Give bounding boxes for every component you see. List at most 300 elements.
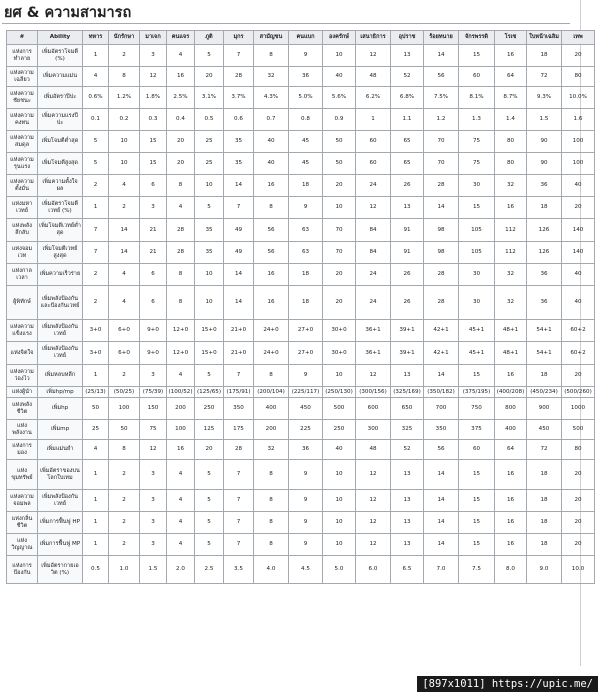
table-row <box>7 320 595 342</box>
value-cell: 60 <box>356 131 391 153</box>
value-cell: 1 <box>356 109 391 131</box>
value-cell: (350/182) <box>424 387 459 398</box>
value-cell: 12+0 <box>167 342 195 365</box>
value-cell: 5 <box>195 460 224 490</box>
value-cell: 15+0 <box>195 320 224 342</box>
rank-name-cell: แห่งกาลเวลา <box>7 264 38 286</box>
value-cell: 14 <box>424 197 459 219</box>
value-cell: 20 <box>323 175 356 197</box>
value-cell: 28 <box>224 67 254 87</box>
value-cell: 72 <box>527 67 562 87</box>
value-cell: 7 <box>224 197 254 219</box>
value-cell: 45+1 <box>459 342 495 365</box>
ability-cell: เพิ่มhp/mp <box>38 387 83 398</box>
value-cell: 40 <box>562 286 595 320</box>
column-header: เทพ <box>562 31 595 45</box>
value-cell: 75 <box>459 131 495 153</box>
value-cell: 7 <box>83 219 109 242</box>
value-cell: 18 <box>289 175 323 197</box>
value-cell: 2.0 <box>167 556 195 584</box>
value-cell: 4.5 <box>289 556 323 584</box>
value-cell: 4 <box>167 460 195 490</box>
value-cell: 1 <box>83 45 109 67</box>
value-cell: 6 <box>140 175 167 197</box>
value-cell: 10 <box>323 45 356 67</box>
value-cell: 5 <box>195 197 224 219</box>
value-cell: 9 <box>289 490 323 512</box>
value-cell: 20 <box>167 153 195 175</box>
value-cell: 15 <box>459 534 495 556</box>
value-cell: 8 <box>167 286 195 320</box>
value-cell: 0.8 <box>289 109 323 131</box>
value-cell: 13 <box>391 534 424 556</box>
value-cell: (375/195) <box>459 387 495 398</box>
ability-cell: เพิ่มmp <box>38 420 83 440</box>
value-cell: 16 <box>495 197 527 219</box>
rank-name-cell: แห่งพลังชีวิต <box>7 398 38 420</box>
value-cell: 4 <box>167 490 195 512</box>
value-cell: 18 <box>527 45 562 67</box>
value-cell: 12 <box>356 365 391 387</box>
value-cell: 8 <box>254 512 289 534</box>
value-cell: 1.6 <box>562 109 595 131</box>
value-cell: 49 <box>224 219 254 242</box>
value-cell: 0.9 <box>323 109 356 131</box>
value-cell: 2 <box>109 512 140 534</box>
value-cell: (100/52) <box>167 387 195 398</box>
value-cell: 10 <box>323 534 356 556</box>
ability-cell: เพิ่มความแรงปีปะ <box>38 109 83 131</box>
value-cell: 16 <box>495 534 527 556</box>
ability-cell: เพิ่มแม่นยำ <box>38 440 83 460</box>
value-cell: 7 <box>224 460 254 490</box>
value-cell: 30 <box>459 286 495 320</box>
value-cell: 63 <box>289 242 323 264</box>
value-cell: 75 <box>459 153 495 175</box>
value-cell: 45+1 <box>459 320 495 342</box>
value-cell: 14 <box>109 219 140 242</box>
value-cell: 0.5 <box>195 109 224 131</box>
value-cell: 52 <box>391 67 424 87</box>
value-cell: 56 <box>424 67 459 87</box>
value-cell: 16 <box>254 175 289 197</box>
table-row <box>7 490 595 512</box>
value-cell: 40 <box>562 175 595 197</box>
value-cell: 32 <box>495 286 527 320</box>
value-cell: 20 <box>562 534 595 556</box>
value-cell: 7 <box>83 242 109 264</box>
value-cell: 8.7% <box>495 87 527 109</box>
value-cell: 24 <box>356 286 391 320</box>
footer-strip <box>0 666 600 694</box>
value-cell: 30 <box>459 175 495 197</box>
value-cell: 4 <box>167 45 195 67</box>
value-cell: 42+1 <box>424 320 459 342</box>
ability-cell: เพิ่มพลังป้องกันและป้องกันเวทย์ <box>38 286 83 320</box>
value-cell: 105 <box>459 219 495 242</box>
value-cell: 24+0 <box>254 342 289 365</box>
value-cell: 28 <box>424 175 459 197</box>
ability-cell: เพิ่มอัตรากายเอวิต (%) <box>38 556 83 584</box>
value-cell: 5.6% <box>323 87 356 109</box>
value-cell: 100 <box>562 131 595 153</box>
value-cell: 56 <box>254 242 289 264</box>
value-cell: 140 <box>562 219 595 242</box>
value-cell: 10 <box>323 460 356 490</box>
ability-cell: เพิ่มการฟื้นฟู MP <box>38 534 83 556</box>
value-cell: 36+1 <box>356 342 391 365</box>
ability-cell: เพิ่มโจมตีเวทย์สูงสุด <box>38 242 83 264</box>
value-cell: 20 <box>562 512 595 534</box>
ability-cell: เพิ่มการฟื้นฟู HP <box>38 512 83 534</box>
value-cell: 4 <box>83 440 109 460</box>
value-cell: 54+1 <box>527 342 562 365</box>
value-cell: 20 <box>562 490 595 512</box>
value-cell: 125 <box>195 420 224 440</box>
table-row <box>7 131 595 153</box>
value-cell: 15 <box>140 153 167 175</box>
value-cell: 28 <box>424 264 459 286</box>
value-cell: 35 <box>195 242 224 264</box>
value-cell: 98 <box>424 242 459 264</box>
table-row <box>7 197 595 219</box>
value-cell: 2 <box>83 175 109 197</box>
value-cell: 70 <box>323 219 356 242</box>
ability-cell: เพิ่มอัตราโจมตีเวทย์ (%) <box>38 197 83 219</box>
value-cell: 3 <box>140 365 167 387</box>
value-cell: 64 <box>495 67 527 87</box>
value-cell: 90 <box>527 153 562 175</box>
value-cell: 20 <box>562 45 595 67</box>
value-cell: 13 <box>391 197 424 219</box>
value-cell: 18 <box>527 490 562 512</box>
rank-name-cell: แห่งจิตใจ <box>7 342 38 365</box>
value-cell: (325/169) <box>391 387 424 398</box>
value-cell: 0.4 <box>167 109 195 131</box>
value-cell: 4 <box>167 512 195 534</box>
value-cell: 375 <box>459 420 495 440</box>
value-cell: 4 <box>167 197 195 219</box>
value-cell: 0.2 <box>109 109 140 131</box>
value-cell: 112 <box>495 242 527 264</box>
value-cell: 50 <box>323 153 356 175</box>
value-cell: 8 <box>254 460 289 490</box>
value-cell: 9 <box>289 460 323 490</box>
value-cell: (300/156) <box>356 387 391 398</box>
value-cell: 7 <box>224 365 254 387</box>
column-header: Ability <box>38 31 83 45</box>
value-cell: 900 <box>527 398 562 420</box>
column-header: มาเจก <box>140 31 167 45</box>
value-cell: 9+0 <box>140 342 167 365</box>
value-cell: 12 <box>356 460 391 490</box>
value-cell: 1.2% <box>109 87 140 109</box>
value-cell: 3.7% <box>224 87 254 109</box>
value-cell: 28 <box>167 219 195 242</box>
value-cell: 1 <box>83 197 109 219</box>
value-cell: 36 <box>527 264 562 286</box>
value-cell: 4.0 <box>254 556 289 584</box>
value-cell: 100 <box>167 420 195 440</box>
value-cell: (175/91) <box>224 387 254 398</box>
value-cell: 20 <box>562 197 595 219</box>
value-cell: 18 <box>527 365 562 387</box>
value-cell: 4 <box>83 67 109 87</box>
value-cell: 750 <box>459 398 495 420</box>
value-cell: 70 <box>424 153 459 175</box>
table-row <box>7 440 595 460</box>
value-cell: 40 <box>562 264 595 286</box>
value-cell: 27+0 <box>289 342 323 365</box>
rank-name-cell: แห่งขุมทรัพย์ <box>7 460 38 490</box>
value-cell: 20 <box>562 460 595 490</box>
table-row <box>7 512 595 534</box>
value-cell: 5 <box>195 512 224 534</box>
value-cell: 5 <box>195 534 224 556</box>
value-cell: 450 <box>289 398 323 420</box>
value-cell: 7.0 <box>424 556 459 584</box>
value-cell: 6 <box>140 286 167 320</box>
value-cell: 500 <box>562 420 595 440</box>
value-cell: 7 <box>224 534 254 556</box>
value-cell: 0.1 <box>83 109 109 131</box>
value-cell: 1 <box>83 534 109 556</box>
value-cell: 36 <box>527 175 562 197</box>
value-cell: 16 <box>495 490 527 512</box>
rank-name-cell: แห่งการมอง <box>7 440 38 460</box>
value-cell: 9 <box>289 512 323 534</box>
value-cell: 45 <box>289 153 323 175</box>
value-cell: 1.3 <box>459 109 495 131</box>
value-cell: 8 <box>109 440 140 460</box>
value-cell: 800 <box>495 398 527 420</box>
value-cell: 20 <box>167 131 195 153</box>
column-header: สามัญชน <box>254 31 289 45</box>
value-cell: 14 <box>424 490 459 512</box>
value-cell: 6+0 <box>109 342 140 365</box>
value-cell: 16 <box>254 286 289 320</box>
value-cell: 9.0 <box>527 556 562 584</box>
table-row <box>7 420 595 440</box>
value-cell: 32 <box>495 175 527 197</box>
rank-name-cell: แห่งความสมดุล <box>7 131 38 153</box>
ability-cell: เพิ่มพลังป้องกันเวทย์ <box>38 490 83 512</box>
value-cell: 39+1 <box>391 320 424 342</box>
rank-name-cell: แห่งความรุนแรง <box>7 153 38 175</box>
rank-name-cell: แห่งการทำลาย <box>7 45 38 67</box>
value-cell: 40 <box>323 440 356 460</box>
table-row <box>7 153 595 175</box>
value-cell: (500/260) <box>562 387 595 398</box>
value-cell: 8.0 <box>495 556 527 584</box>
value-cell: (250/130) <box>323 387 356 398</box>
value-cell: 70 <box>424 131 459 153</box>
value-cell: 3+0 <box>83 320 109 342</box>
value-cell: 12 <box>356 512 391 534</box>
value-cell: 6.0 <box>356 556 391 584</box>
value-cell: 20 <box>195 440 224 460</box>
value-cell: 6+0 <box>109 320 140 342</box>
value-cell: 14 <box>224 264 254 286</box>
value-cell: 16 <box>254 264 289 286</box>
value-cell: 60 <box>459 67 495 87</box>
value-cell: 36 <box>289 67 323 87</box>
value-cell: 32 <box>254 440 289 460</box>
value-cell: 8 <box>167 175 195 197</box>
value-cell: (75/39) <box>140 387 167 398</box>
value-cell: 65 <box>391 131 424 153</box>
value-cell: 84 <box>356 219 391 242</box>
value-cell: 13 <box>391 460 424 490</box>
value-cell: 4 <box>109 286 140 320</box>
value-cell: 18 <box>527 197 562 219</box>
value-cell: 6.5 <box>391 556 424 584</box>
value-cell: 56 <box>424 440 459 460</box>
value-cell: 2 <box>109 197 140 219</box>
value-cell: 400 <box>495 420 527 440</box>
value-cell: 70 <box>323 242 356 264</box>
value-cell: 18 <box>289 264 323 286</box>
value-cell: 5 <box>195 490 224 512</box>
value-cell: 12 <box>356 197 391 219</box>
value-cell: 15 <box>459 45 495 67</box>
column-header: องครักษ์ <box>323 31 356 45</box>
value-cell: 250 <box>195 398 224 420</box>
table-row <box>7 342 595 365</box>
value-cell: 10 <box>109 131 140 153</box>
value-cell: 0.6 <box>224 109 254 131</box>
value-cell: 26 <box>391 264 424 286</box>
value-cell: 98 <box>424 219 459 242</box>
value-cell: 18 <box>527 460 562 490</box>
value-cell: 200 <box>254 420 289 440</box>
value-cell: 45 <box>289 131 323 153</box>
rank-name-cell: แห่งผู้นำ <box>7 387 38 398</box>
value-cell: 27+0 <box>289 320 323 342</box>
value-cell: 5.0 <box>323 556 356 584</box>
value-cell: (25/13) <box>83 387 109 398</box>
value-cell: 8 <box>254 534 289 556</box>
column-header: เสนาธิการ <box>356 31 391 45</box>
value-cell: 10.0 <box>562 556 595 584</box>
rank-name-cell: แห่งความชัยชนะ <box>7 87 38 109</box>
value-cell: 48 <box>356 67 391 87</box>
value-cell: 8 <box>109 67 140 87</box>
rank-name-cell: แห่งความตั้งมั่น <box>7 175 38 197</box>
column-header: ร้อยทนาย <box>424 31 459 45</box>
value-cell: 14 <box>424 534 459 556</box>
value-cell: (450/234) <box>527 387 562 398</box>
value-cell: (225/117) <box>289 387 323 398</box>
rank-name-cell: ผู้พิทักษ์ <box>7 286 38 320</box>
value-cell: 9.3% <box>527 87 562 109</box>
value-cell: 3 <box>140 490 167 512</box>
value-cell: 3.5 <box>224 556 254 584</box>
ability-cell: เพิ่มอัตราปีปะ <box>38 87 83 109</box>
value-cell: 1.1 <box>391 109 424 131</box>
value-cell: 90 <box>527 131 562 153</box>
value-cell: 16 <box>495 45 527 67</box>
column-header: คนแจร <box>167 31 195 45</box>
value-cell: 56 <box>254 219 289 242</box>
value-cell: 26 <box>391 286 424 320</box>
value-cell: 16 <box>495 512 527 534</box>
value-cell: 12 <box>356 490 391 512</box>
value-cell: 325 <box>391 420 424 440</box>
value-cell: 10 <box>195 286 224 320</box>
table-row <box>7 556 595 584</box>
value-cell: 600 <box>356 398 391 420</box>
upic-watermark: [897x1011] https://upic.me/ <box>417 676 598 692</box>
table-row <box>7 67 595 87</box>
value-cell: 36+1 <box>356 320 391 342</box>
value-cell: 105 <box>459 242 495 264</box>
value-cell: 16 <box>167 440 195 460</box>
table-row <box>7 460 595 490</box>
value-cell: 150 <box>140 398 167 420</box>
column-header: ทหาร <box>83 31 109 45</box>
value-cell: 3 <box>140 534 167 556</box>
value-cell: 21+0 <box>224 342 254 365</box>
table-row <box>7 219 595 242</box>
value-cell: 1 <box>83 460 109 490</box>
value-cell: 3 <box>140 460 167 490</box>
value-cell: 48+1 <box>495 342 527 365</box>
table-row <box>7 365 595 387</box>
value-cell: 91 <box>391 242 424 264</box>
ability-cell: เพิ่มโจมตีเวทย์ต่ำสุด <box>38 219 83 242</box>
value-cell: 20 <box>323 264 356 286</box>
value-cell: 13 <box>391 512 424 534</box>
value-cell: 18 <box>527 534 562 556</box>
rank-name-cell: แห่งความว่องไว <box>7 365 38 387</box>
value-cell: 80 <box>495 131 527 153</box>
rank-name-cell: แห่งกลิ่นชีวิต <box>7 512 38 534</box>
page-title: ยศ & ความสามารถ <box>4 5 132 21</box>
value-cell: (50/25) <box>109 387 140 398</box>
value-cell: 75 <box>140 420 167 440</box>
rank-name-cell: แห่งการป้องกัน <box>7 556 38 584</box>
value-cell: 0.7 <box>254 109 289 131</box>
ability-cell: เพิ่มความตั้งใจผล <box>38 175 83 197</box>
value-cell: 16 <box>495 365 527 387</box>
value-cell: 14 <box>424 460 459 490</box>
value-cell: 21 <box>140 219 167 242</box>
value-cell: 500 <box>323 398 356 420</box>
ability-cell: เพิ่มหลบหลีก <box>38 365 83 387</box>
value-cell: 650 <box>391 398 424 420</box>
ability-cell: เพิ่มความแม่น <box>38 67 83 87</box>
value-cell: 25 <box>195 153 224 175</box>
value-cell: 400 <box>254 398 289 420</box>
value-cell: 30 <box>459 264 495 286</box>
value-cell: 30+0 <box>323 342 356 365</box>
value-cell: 16 <box>495 460 527 490</box>
value-cell: 6.2% <box>356 87 391 109</box>
value-cell: 40 <box>254 131 289 153</box>
value-cell: 12+0 <box>167 320 195 342</box>
value-cell: 50 <box>109 420 140 440</box>
value-cell: 13 <box>391 45 424 67</box>
value-cell: 35 <box>195 219 224 242</box>
value-cell: 1.0 <box>109 556 140 584</box>
value-cell: 60+2 <box>562 342 595 365</box>
value-cell: 2.5% <box>167 87 195 109</box>
value-cell: 60 <box>459 440 495 460</box>
value-cell: 9 <box>289 365 323 387</box>
table-row <box>7 242 595 264</box>
rank-name-cell: แห่งมหาเวทย์ <box>7 197 38 219</box>
